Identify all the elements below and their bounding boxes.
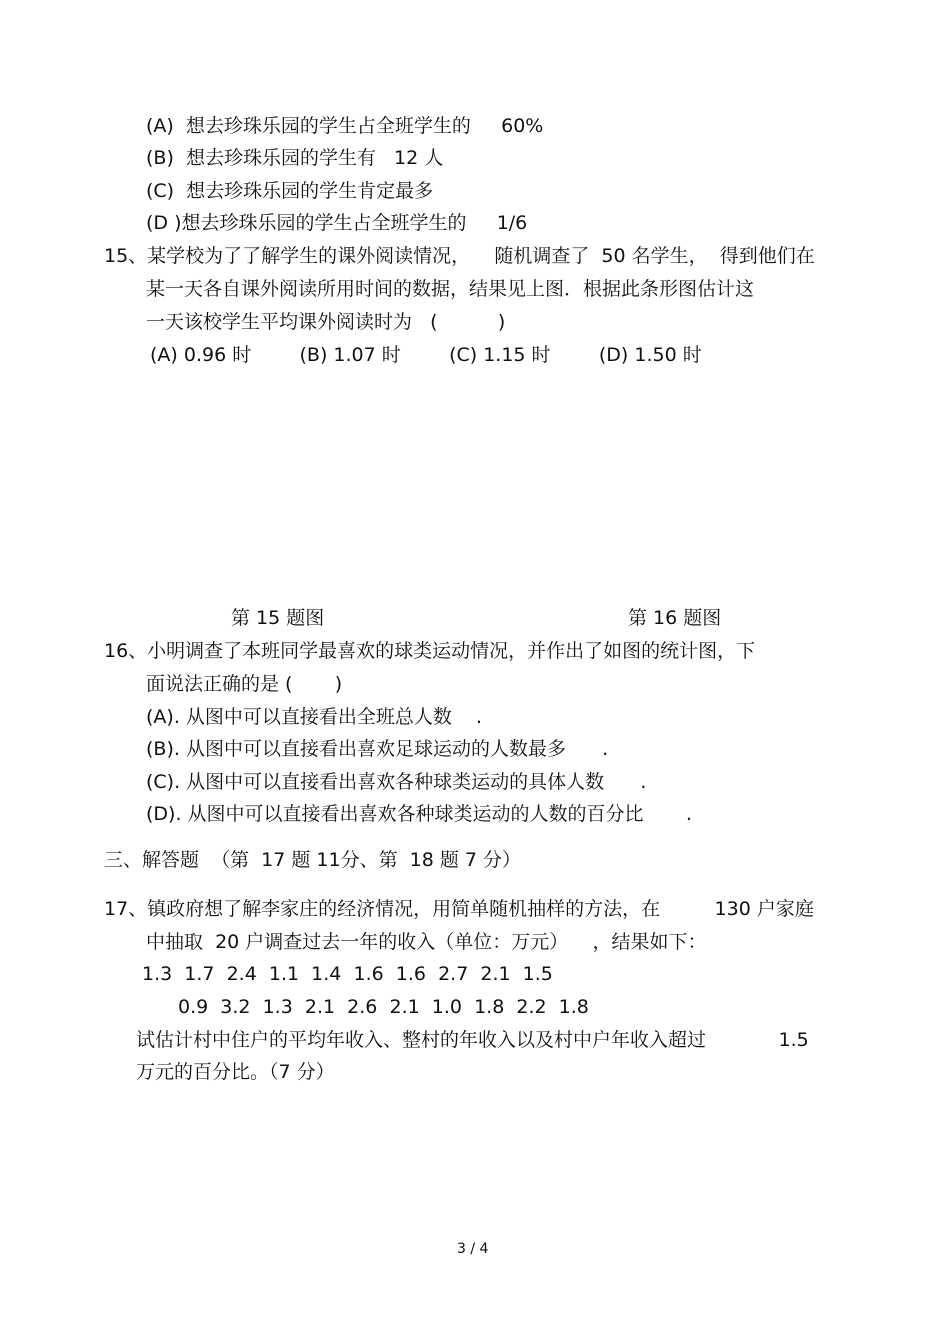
page-number: 3 / 4 [457,1241,489,1257]
q17-data-row-2: 0.9 3.2 1.3 2.1 2.6 2.1 1.0 1.8 2.2 1.8 [178,996,589,1018]
section-3-heading: 三、解答题 （第 17 题 11分、第 18 题 7 分） [104,849,522,871]
q17-data-row-1: 1.3 1.7 2.4 1.1 1.4 1.6 1.6 2.7 2.1 1.5 [142,963,553,985]
q14-option-d: (D )想去珍珠乐园的学生占全班学生的 1/6 [146,212,528,234]
q17-line-4: 万元的百分比。（7 分） [136,1061,335,1083]
q17-line-2: 中抽取 20 户调查过去一年的收入（单位：万元） ，结果如下： [146,931,707,953]
q16-option-c: (C). 从图中可以直接看出喜欢各种球类运动的具体人数 . [146,771,647,793]
q15-options: (A) 0.96 时 (B) 1.07 时 (C) 1.15 时 (D) 1.50 时 [150,344,702,366]
q17-line-1: 17、镇政府想了解李家庄的经济情况，用简单随机抽样的方法，在 130 户家庭 [104,898,814,920]
q14-option-c: (C) 想去珍珠乐园的学生肯定最多 [146,180,434,202]
q16-option-d: (D). 从图中可以直接看出喜欢各种球类运动的人数的百分比 . [146,803,692,825]
q14-option-b: (B) 想去珍珠乐园的学生有 12 人 [146,147,444,169]
q16-option-a: (A). 从图中可以直接看出全班总人数 . [146,706,483,728]
figure-15-caption: 第 15 题图 [231,607,325,629]
figure-16-caption: 第 16 题图 [628,607,722,629]
q15-line-1: 15、某学校为了了解学生的课外阅读情况， 随机调查了 50 名学生， 得到他们在 [104,245,815,267]
q17-line-3: 试估计村中住户的平均年收入、整村的年收入以及村中户年收入超过 1.5 [136,1029,809,1051]
q16-line-2: 面说法正确的是 ( ) [146,673,343,695]
q16-line-1: 16、小明调查了本班同学最喜欢的球类运动情况，并作出了如图的统计图，下 [104,640,756,662]
q14-option-a: (A) 想去珍珠乐园的学生占全班学生的 60% [146,115,544,137]
q15-line-3: 一天该校学生平均课外阅读时为 ( ) [146,311,506,333]
q15-line-2: 某一天各自课外阅读所用时间的数据，结果见上图．根据此条形图估计这 [146,278,755,300]
q16-option-b: (B). 从图中可以直接看出喜欢足球运动的人数最多 . [146,738,609,760]
